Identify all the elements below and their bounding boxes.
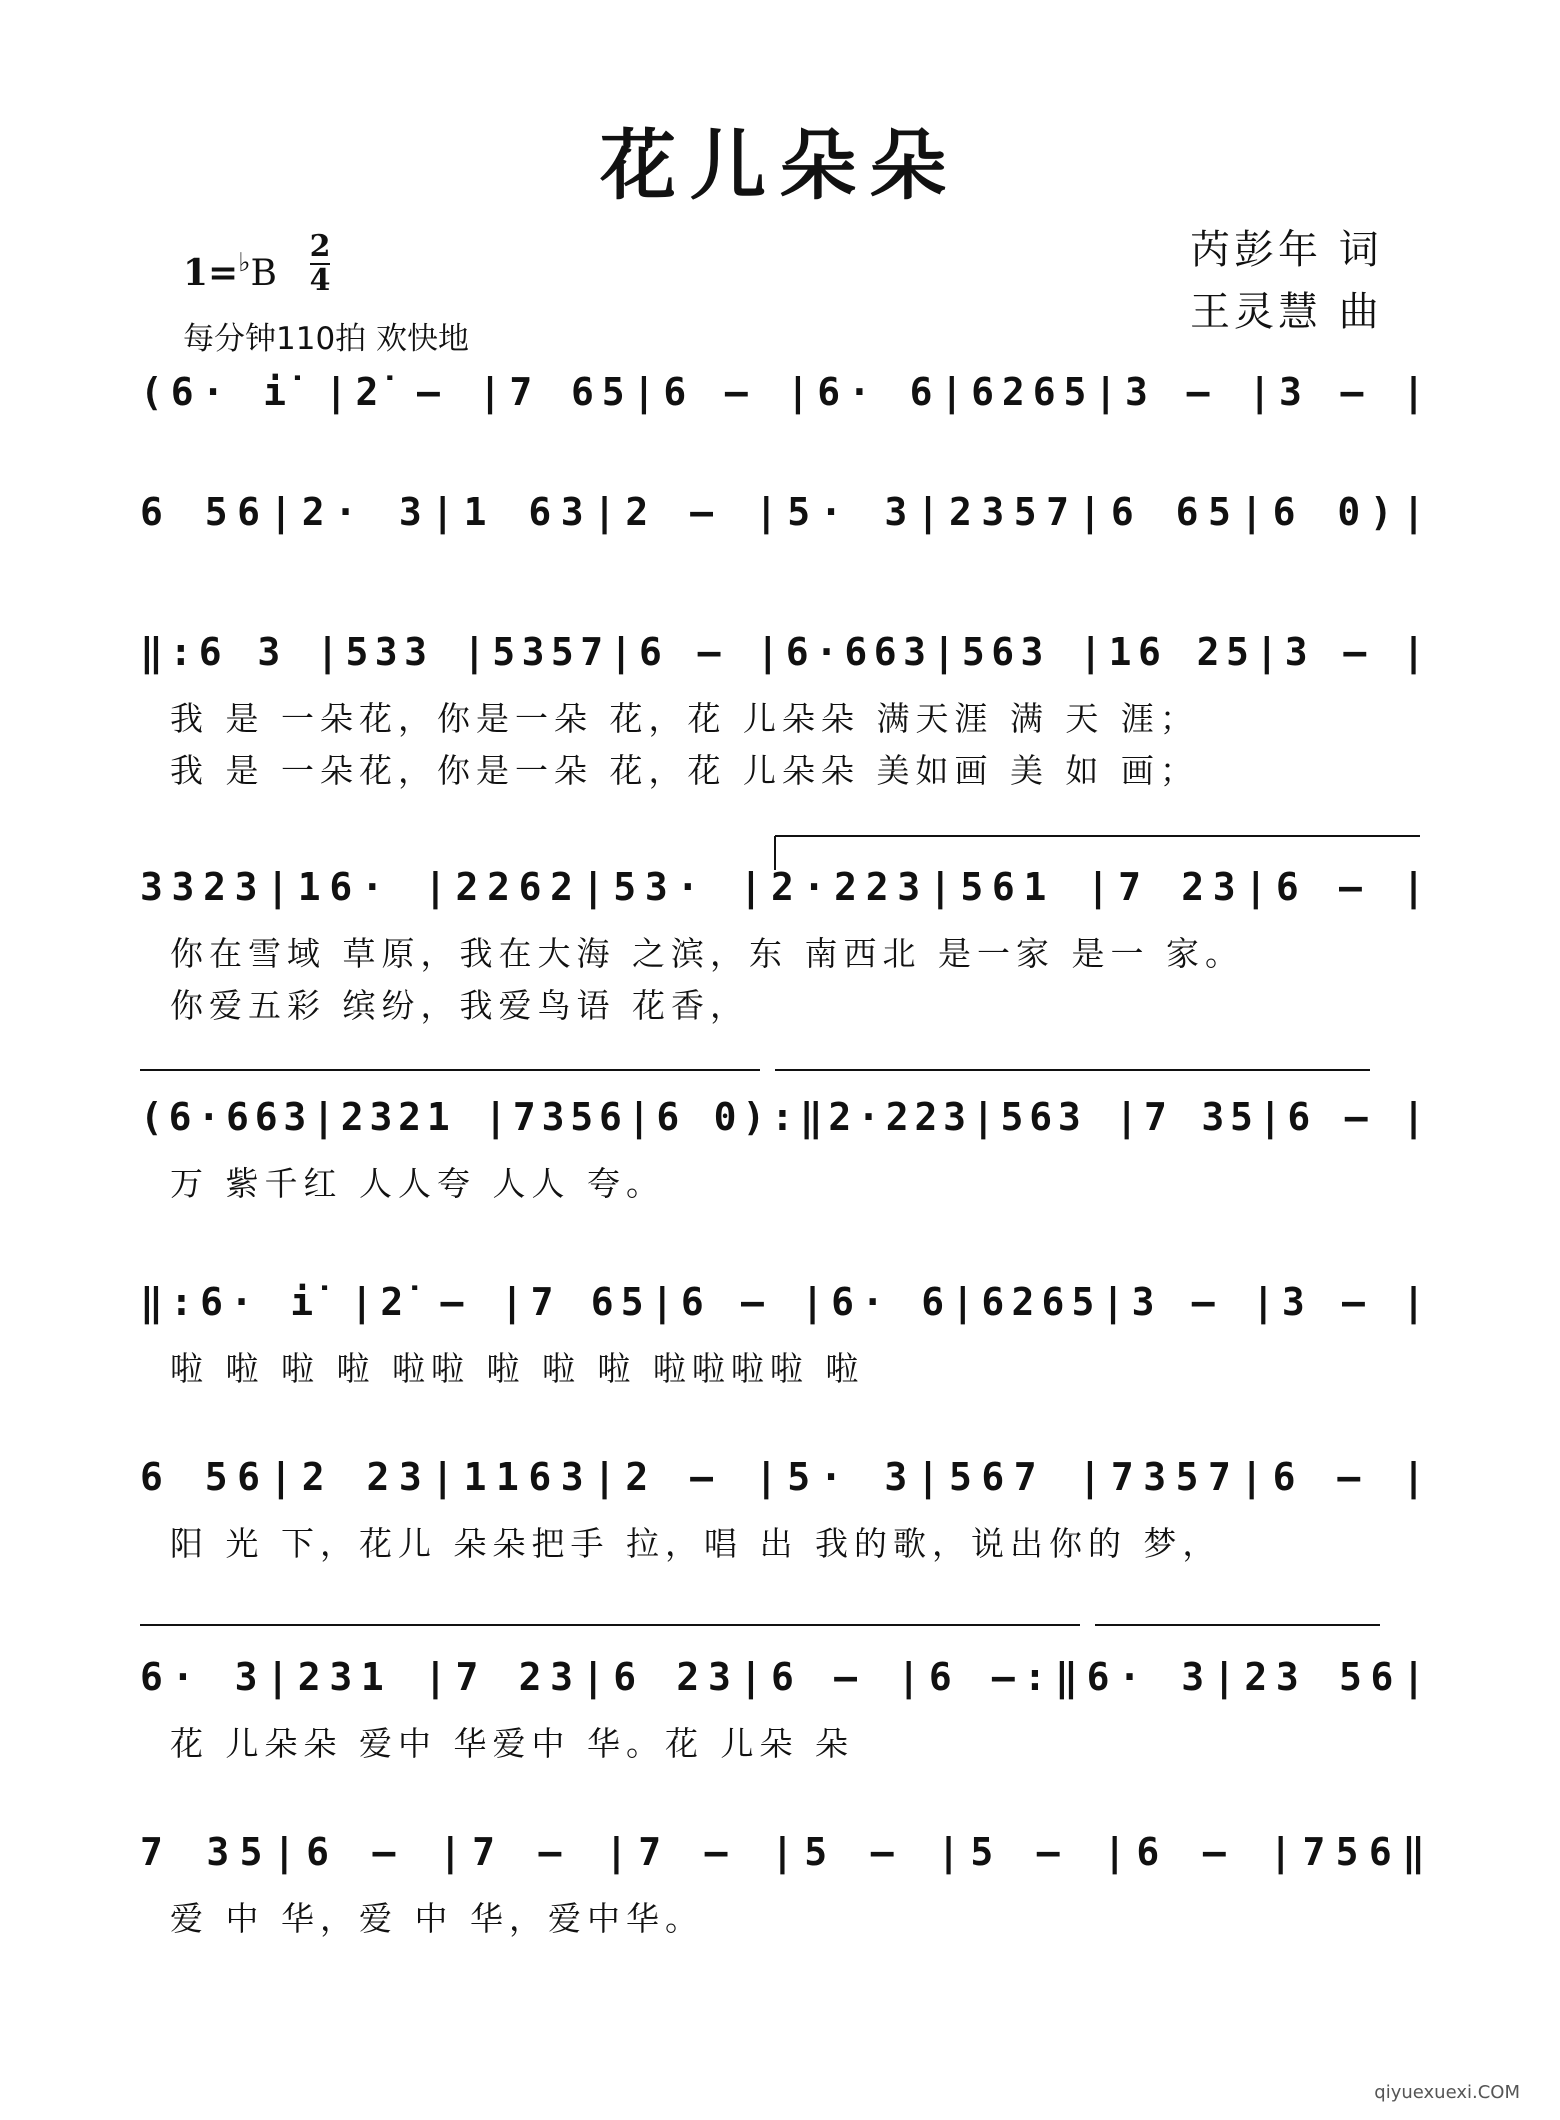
lyricist-credit: 芮彭年 词 [1190, 227, 1383, 273]
notation-line: (6·663|2321 |7356|6 0):‖2·223|563 |7 35|6 – | [140, 1095, 1426, 1139]
song-title: 花儿朵朵 [600, 121, 960, 210]
watermark: qiyuexuexi.COM [1374, 2082, 1520, 2103]
notation-line: 6 56|2 23|1163|2 – |5· 3|567 |7357|6 – | [140, 1455, 1426, 1499]
notation-line: 6· 3|231 |7 23|6 23|6 – |6 –:‖6· 3|23 56| [140, 1655, 1425, 1699]
notation-line: 3323|16· |2262|53· |2·223|561 |7 23|6 – | [140, 865, 1425, 909]
lyric-line: 你爱五彩 缤纷，我爱鸟语 花香， [170, 986, 749, 1025]
lyric-line: 你在雪域 草原，我在大海 之滨，东 南西北 是一家 是一 家。 [170, 934, 1244, 973]
notation-line: 6 56|2· 3|1 63|2 – |5· 3|2357|6 65|6 0)| [140, 490, 1426, 534]
time-signature-bottom: 4 [309, 263, 331, 298]
composer-credit: 王灵慧 曲 [1190, 289, 1383, 335]
notation-line: 7 35|6 – |7 – |7 – |5 – |5 – |6 – |756‖ [140, 1830, 1426, 1874]
notation-line: ‖:6· i̇ |2̇ – |7 65|6 – |6· 6|6265|3 – |3 – | [140, 1280, 1425, 1324]
notation-line: ‖:6 3 |533 |5357|6 – |6·663|563 |16 25|3 – | [140, 630, 1425, 674]
time-signature-top: 2 [309, 229, 331, 264]
lyric-line: 爱 中 华，爱 中 华，爱中华。 [170, 1899, 704, 1938]
lyric-line: 万 紫千红 人人夸 人人 夸。 [170, 1164, 665, 1203]
lyric-line: 啦 啦 啦 啦 啦啦 啦 啦 啦 啦啦啦啦 啦 [170, 1349, 865, 1388]
tempo-marking: 每分钟110拍 欢快地 [183, 321, 470, 357]
notation-line: (6· i̇ |2̇ – |7 65|6 – |6· 6|6265|3 – |3 – | [140, 370, 1425, 414]
lyric-line: 阳 光 下，花儿 朵朵把手 拉，唱 出 我的歌，说出你的 梦， [170, 1524, 1222, 1563]
lyric-line: 我 是 一朵花，你是一朵 花，花 儿朵朵 满天涯 满 天 涯； [170, 699, 1199, 738]
key-signature: 1=♭B [183, 248, 277, 294]
lyric-line: 我 是 一朵花，你是一朵 花，花 儿朵朵 美如画 美 如 画； [170, 751, 1199, 790]
lyric-line: 花 儿朵朵 爱中 华爱中 华。花 儿朵 朵 [170, 1724, 854, 1763]
